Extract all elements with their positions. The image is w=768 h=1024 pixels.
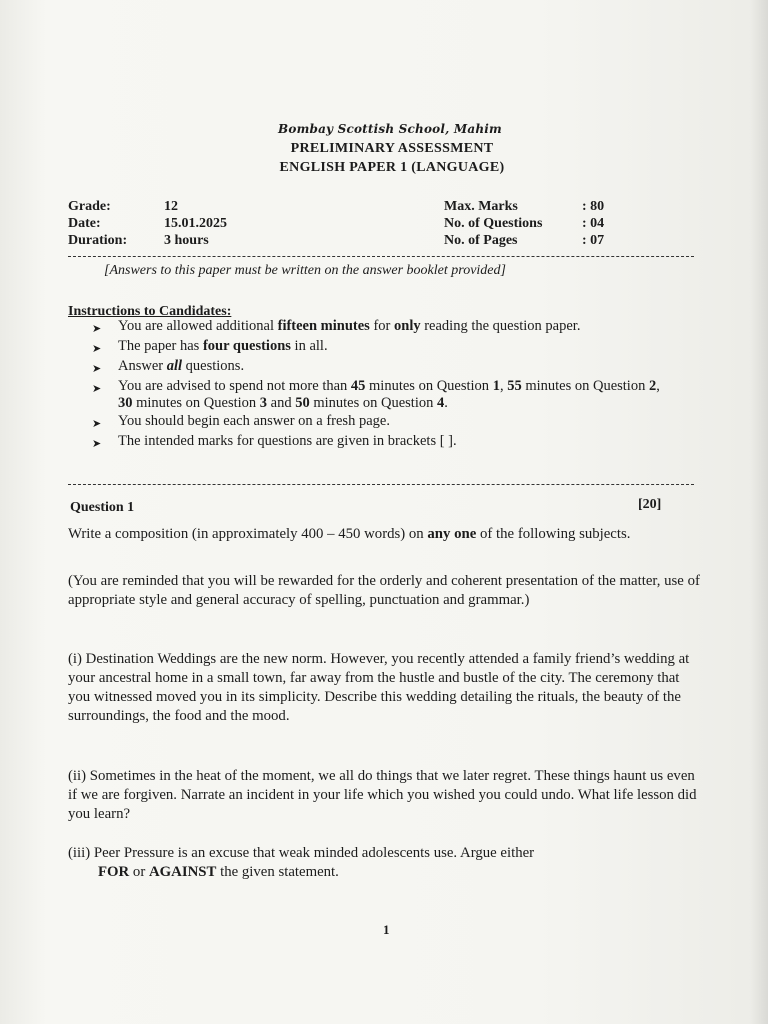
- date-row: [68, 215, 227, 232]
- instructions-heading: Instructions to Candidates:: [68, 304, 232, 319]
- max-marks-row: [444, 198, 604, 215]
- instruction-item: ➤ The paper has four questions in all.: [92, 338, 328, 355]
- grade-label: Grade:: [68, 199, 111, 214]
- page-number: 1: [383, 922, 390, 937]
- duration-row: [68, 232, 227, 249]
- duration-value: 3 hours: [164, 233, 209, 248]
- question-title: Question 1: [70, 500, 135, 515]
- exam-details-left: [68, 198, 227, 249]
- paper-title: ENGLISH PAPER 1 (LANGUAGE): [279, 160, 505, 175]
- arrowhead-bullet-icon: ➤: [92, 322, 102, 335]
- max-marks-value: : 80: [582, 199, 605, 214]
- composition-option-1: (i) Destination Weddings are the new norm. However, you recently attended a family friend’s wedding at your ancestral home in a small town, far away from the hustle and bustle of the city. The ceremony that you witnessed moved you in its simplicity. Describe this wedding detailing the rituals, the beauty of the surroundings, the food and the mood.: [68, 651, 690, 724]
- arrowhead-bullet-icon: ➤: [92, 417, 102, 430]
- duration-label: Duration:: [68, 233, 128, 248]
- grade-value: 12: [164, 199, 178, 214]
- date-label: Date:: [68, 216, 101, 231]
- max-marks-label: Max. Marks: [444, 199, 518, 214]
- questions-count-label: No. of Questions: [444, 216, 543, 231]
- pages-count-value: : 07: [582, 233, 605, 248]
- question-intro: Write a composition (in approximately 400 – 450 words) on any one of the following subjects.: [68, 526, 631, 542]
- instruction-item: ➤ You are allowed additional fifteen minutes for only reading the question paper.: [92, 318, 581, 335]
- instruction-item: ➤ You should begin each answer on a fresh page.: [92, 413, 390, 430]
- date-value: 15.01.2025: [164, 216, 227, 231]
- instruction-item: ➤ The intended marks for questions are given in brackets [ ].: [92, 433, 457, 450]
- instruction-item: ➤ You are advised to spend not more than 45 minutes on Question 1, 55 minutes on Question 2, 30 minutes on Question 3 and 50 minutes on Question 4.: [92, 378, 660, 411]
- instructions-list: [92, 318, 672, 453]
- arrowhead-bullet-icon: ➤: [92, 362, 102, 375]
- instruction-item: ➤ Answer all questions.: [92, 358, 245, 375]
- dashed-divider: [68, 484, 694, 485]
- arrowhead-bullet-icon: ➤: [92, 437, 102, 450]
- answer-booklet-note: [Answers to this paper must be written on the answer booklet provided]: [104, 263, 506, 278]
- composition-option-3: (iii) Peer Pressure is an excuse that weak minded adolescents use. Argue either FOR or AGAINST the given statement.: [68, 845, 535, 880]
- exam-details-right: [444, 198, 604, 249]
- pages-count-label: No. of Pages: [444, 233, 518, 248]
- question-reminder: (You are reminded that you will be rewarded for the orderly and coherent presentation of the matter, use of appropriate style and general accuracy of spelling, punctuation and grammar.): [68, 573, 700, 608]
- dashed-divider: [68, 256, 694, 257]
- arrowhead-bullet-icon: ➤: [92, 342, 102, 355]
- school-name: Bombay Scottish School, Mahim: [278, 122, 502, 136]
- composition-option-2: (ii) Sometimes in the heat of the moment, we all do things that we later regret. These things haunt us even if we are forgiven. Narrate an incident in your life which you wished you could undo. What life lesson did you learn?: [68, 768, 697, 822]
- arrowhead-bullet-icon: ➤: [92, 382, 102, 395]
- assessment-title: PRELIMINARY ASSESSMENT: [290, 141, 494, 156]
- questions-count-value: : 04: [582, 216, 605, 231]
- question-marks: [20]: [638, 497, 662, 512]
- pages-count-row: [444, 232, 604, 249]
- questions-count-row: [444, 215, 604, 232]
- grade-row: [68, 198, 227, 215]
